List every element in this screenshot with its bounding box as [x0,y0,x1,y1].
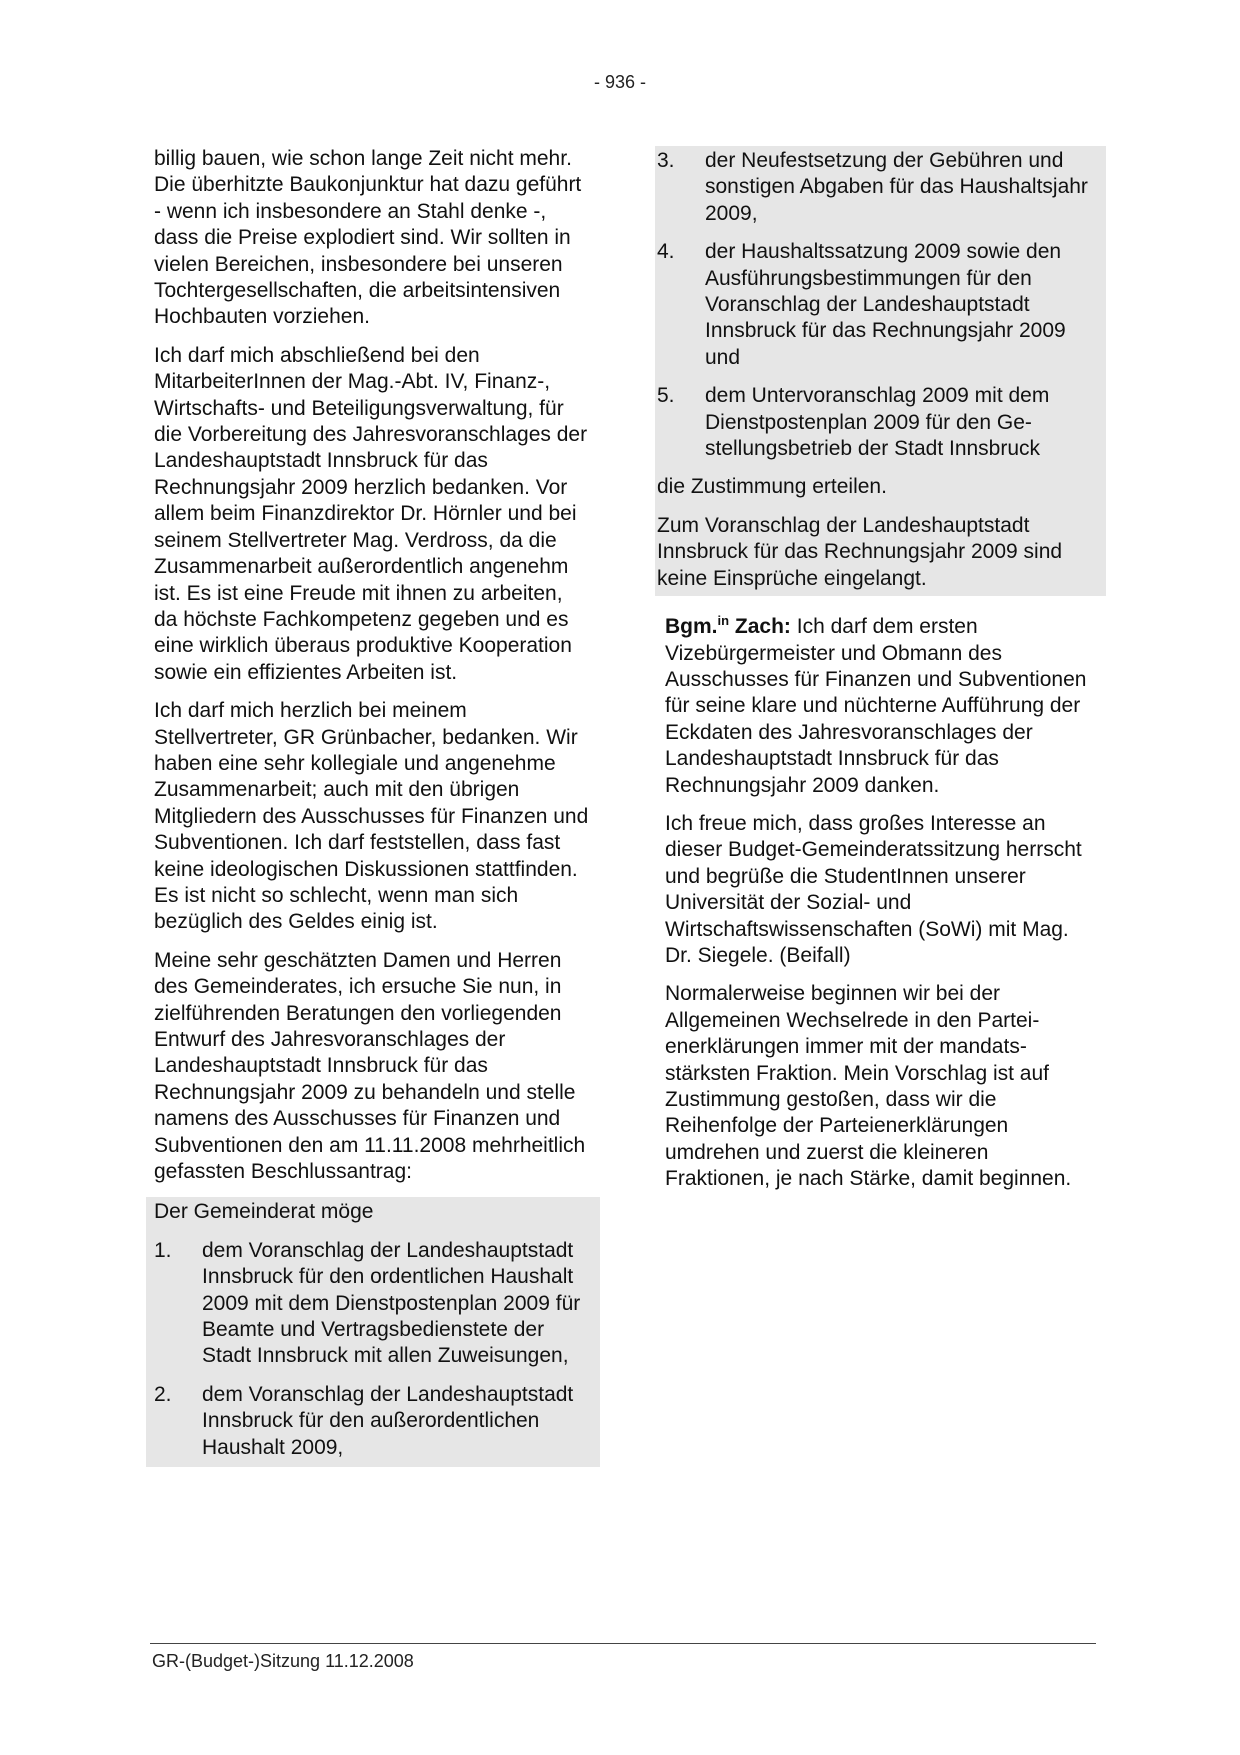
motion-list [154,1238,590,1461]
paragraph: Normalerweise beginnen wir bei der Allgemeinen Wechselrede in den Parteienerklärungen immer mit der mandatsstärksten Fraktion. Mein Vorschlag ist auf Zustimmung gestoßen, dass wir die Reihenfolge der Parteienerklärungen umdrehen und zuerst die kleineren Fraktionen, je nach Stärke, damit beginnen. [665,982,1072,1191]
paragraph: billig bauen, wie schon lange Zeit nicht mehr. Die überhitzte Baukonjunktur hat dazu geführt - wenn ich insbesondere an Stahl denke -, dass die Preise explodiert sind. Wir sollten in vielen Bereichen, insbesondere bei unseren Tochtergesellschaften, die arbeitsintensiven Hochbauten vorziehen. [154,147,582,329]
objection-note: Zum Voranschlag der Landeshauptstadt Innsbruck für das Rechnungsjahr 2009 sind keine Einsprüche eingelangt. [657,513,1063,590]
speaker-text: Ich darf dem ersten Vizebürgermeister und Obmann des Ausschusses für Finanzen und Subventionen für seine klare und nüchterne Aufführung der Eckdaten des Jahresvoranschlages der Landeshauptstadt Innsbruck für das Rechnungsjahr 2009 danken. [665,615,1087,797]
motion-item [657,148,1097,227]
footer-text: GR-(Budget-)Sitzung 11.12.2008 [152,1651,414,1671]
motion-item-number: 5. [657,384,675,408]
motion-box-left [146,1197,600,1467]
motion-item-number: 4. [657,240,675,264]
paragraph: Ich darf mich abschließend bei den MitarbeiterInnen der Mag.-Abt. IV, Finanz-, Wirtschafts- und Beteiligungsverwaltung, für die Vorbereitung des Jahresvoranschlages der Landeshauptstadt Innsbruck für das Rechnungsjahr 2009 herzlich bedanken. Vor allem beim Finanzdirektor Dr. Hörnler und bei seinem Stellvertreter Mag. Verdross, da die Zusammenarbeit außerordentlich angenehm ist. Es ist eine Freude mit ihnen zu arbeiten, da höchste Fachkompetenz gegeben und es eine wirklich überaus produktive Kooperation sowie ein effizientes Arbeiten ist. [154,343,588,684]
motion-item-text: dem Voranschlag der Landeshauptstadt Innsbruck für den außerordentlichen Haushalt 2009, [202,1382,574,1459]
right-column [657,146,1097,1205]
speaker-paragraph [665,608,1097,799]
speaker-label: Bgm.$^{in}$ Zach: [665,613,791,639]
motion-item-text: dem Voranschlag der Landeshauptstadt Innsbruck für den ordentlichen Haushalt 2009 mit dem Dienstpostenplan 2009 für Beamte und Vertragsbedienstete der Stadt Innsbruck mit allen Zuweisungen, [202,1238,581,1368]
motion-item-number: 2. [154,1382,172,1406]
motion-list [657,148,1097,462]
motion-item-text: dem Untervoranschlag 2009 mit dem Dienstpostenplan 2009 für den Gestellungsbetrieb der Stadt Innsbruck [705,384,1050,461]
motion-closing: die Zustimmung erteilen. [657,475,887,499]
motion-item-text: der Neufestsetzung der Gebühren und sonstigen Abgaben für das Haushaltsjahr 2009, [705,149,1088,225]
paragraph: Ich darf mich herzlich bei meinem Stellvertreter, GR Grünbacher, bedanken. Wir haben eine sehr kollegiale und angenehme Zusammenarbeit; auch mit den übrigen Mitgliedern des Ausschusses für Finanzen und Subventionen. Ich darf feststellen, dass fast keine ideologischen Diskussionen stattfinden. Es ist nicht so schlecht, wenn man sich bezüglich des Geldes einig ist. [154,699,589,934]
motion-item-number: 3. [657,149,675,172]
footer-divider [150,1643,1096,1644]
motion-item [154,1382,590,1461]
left-column [154,146,590,1467]
page-number: - 936 - [593,72,647,92]
motion-item-text: der Haushaltssatzung 2009 sowie den Ausführungsbestimmungen für den Voranschlag der Landeshauptstadt Innsbruck für das Rechnungsjahr 2009 und [705,240,1066,369]
motion-item [657,383,1097,462]
motion-box-right [655,146,1106,596]
motion-item-number: 1. [154,1238,172,1262]
right-body [657,608,1097,1193]
paragraph: Ich freue mich, dass großes Interesse an dieser Budget-Gemeinderatssitzung herrscht und begrüße die StudentInnen unserer Universität der Sozial- und Wirtschaftswissenschaften (SoWi) mit Mag. Dr. Siegele. (Beifall) [665,811,1082,967]
motion-item [657,239,1097,371]
paragraph: Meine sehr geschätzten Damen und Herren des Gemeinderates, ich ersuche Sie nun, in zielführenden Beratungen den vorliegenden Entwurf des Jahresvoranschlages der Landeshauptstadt Innsbruck für das Rechnungsjahr 2009 zu behandeln und stelle namens des Ausschusses für Finanzen und Subventionen den am 11.11.2008 mehrheitlich gefassten Beschlussantrag: [154,948,586,1184]
motion-item [154,1238,590,1370]
motion-intro: Der Gemeinderat möge [154,1200,374,1224]
